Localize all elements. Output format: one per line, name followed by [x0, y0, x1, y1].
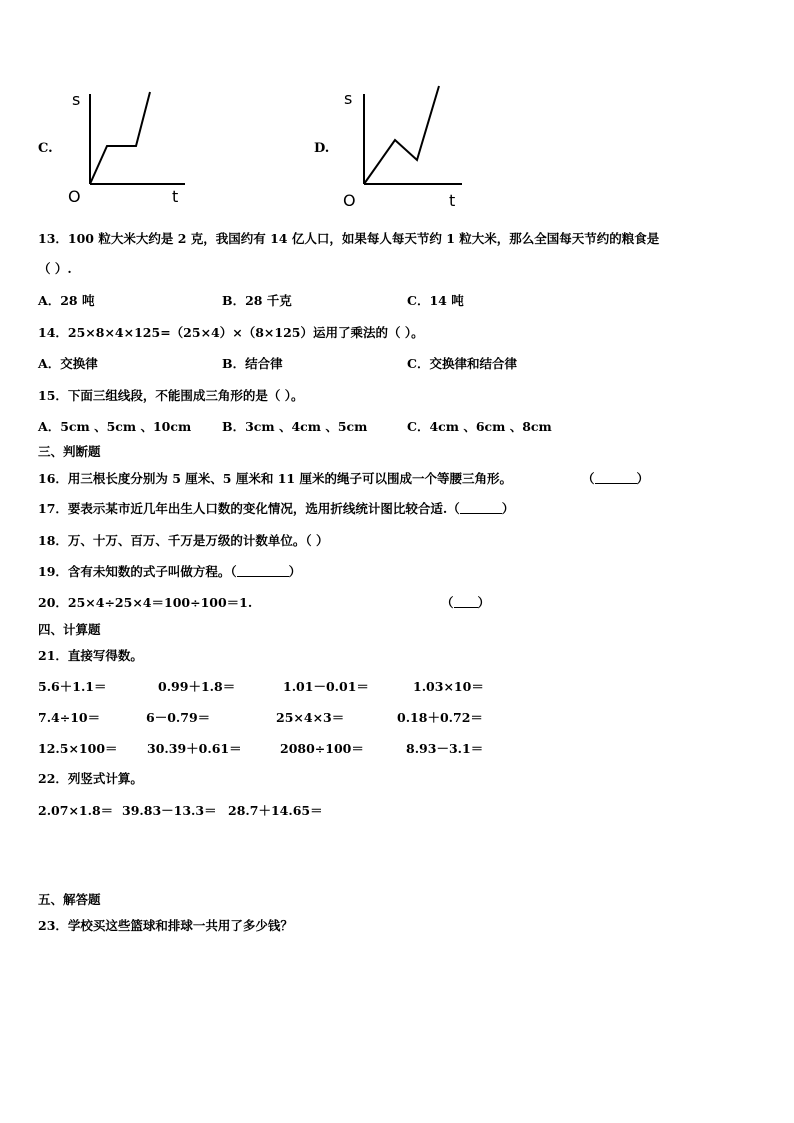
- calc-item: 0.99＋1.8＝: [158, 679, 236, 694]
- calc-item: 30.39＋0.61＝: [147, 741, 242, 756]
- question-13-text: 13．100 粒大米大约是 2 克，我国约有 14 亿人口，如果每人每天节约 1 粒大米，那么全国每天节约的粮食是: [38, 231, 660, 246]
- calc-item: 7.4÷10＝: [38, 710, 101, 725]
- question-19-answer-blank[interactable]: [38, 562, 301, 580]
- question-13-option-c: C．14 吨: [407, 293, 464, 308]
- question-17-answer-blank[interactable]: [38, 499, 514, 517]
- question-18-text: 18．万、十万、百万、千万是万级的计数单位。（ ）: [38, 533, 329, 548]
- calc-item: 2080÷100＝: [280, 741, 364, 756]
- question-13-option-a: A．28 吨: [38, 293, 95, 308]
- question-13-paren: （ ）.: [38, 261, 72, 276]
- section-4-heading: 四、计算题: [38, 622, 101, 637]
- question-15-option-b: B．3cm 、4cm 、5cm: [222, 419, 368, 434]
- question-17-underline: [460, 501, 502, 514]
- calc-item: 8.93－3.1＝: [406, 741, 484, 756]
- option-c-label: C.: [38, 141, 53, 156]
- calc-item: 12.5×100＝: [38, 741, 118, 756]
- question-16-answer-blank[interactable]: [582, 469, 649, 487]
- question-14-option-c: C．交换律和结合律: [407, 356, 517, 371]
- question-15-text: 15．下面三组线段，不能围成三角形的是（ ）。: [38, 388, 304, 403]
- graph-c: [60, 84, 190, 209]
- question-14-option-a: A．交换律: [38, 356, 98, 371]
- question-16-close-paren: ）: [636, 471, 650, 486]
- question-20-open-paren: （: [441, 595, 454, 610]
- question-20-underline: [454, 595, 478, 608]
- calc-item: 1.01－0.01＝: [283, 679, 369, 694]
- calc-item: 5.6＋1.1＝: [38, 679, 107, 694]
- question-17-close-paren: ）: [501, 501, 515, 516]
- calc-item: 0.18＋0.72＝: [397, 710, 483, 725]
- option-d-label: D.: [314, 141, 330, 156]
- calc-item: 6－0.79＝: [146, 710, 211, 725]
- graph-d-t-label: t: [449, 191, 456, 209]
- question-14-option-b: B．结合律: [222, 356, 283, 371]
- question-20-answer-blank[interactable]: [441, 593, 490, 611]
- question-19-underline: [237, 564, 289, 577]
- vertical-calc-item: 39.83－13.3＝: [122, 803, 217, 818]
- question-19-close-paren: ）: [288, 564, 302, 579]
- vertical-calc-item: 2.07×1.8＝: [38, 803, 114, 818]
- question-16-text: 16．用三根长度分别为 5 厘米、5 厘米和 11 厘米的绳子可以围成一个等腰三角形。: [38, 471, 512, 486]
- question-17-text: 17．要表示某市近几年出生人口数的变化情况，选用折线统计图比较合适.（: [38, 501, 460, 516]
- question-20-close-paren: ）: [477, 595, 491, 610]
- question-15-option-c: C．4cm 、6cm 、8cm: [407, 419, 552, 434]
- graph-d: [337, 84, 467, 209]
- question-14-text: 14．25×8×4×125=（25×4）×（8×125）运用了乘法的（ ）。: [38, 325, 424, 340]
- question-16-open-paren: （: [582, 471, 595, 486]
- calc-item: 1.03×10＝: [413, 679, 484, 694]
- graph-c-s-label: s: [72, 90, 81, 109]
- graph-d-origin-label: O: [343, 191, 356, 209]
- question-19-text: 19．含有未知数的式子叫做方程。（: [38, 564, 237, 579]
- question-16-underline: [595, 471, 637, 484]
- question-15-option-a: A．5cm 、5cm 、10cm: [38, 419, 192, 434]
- question-20-text: 20．25×4÷25×4＝100÷100＝1.: [38, 595, 253, 610]
- question-21-text: 21．直接写得数。: [38, 648, 143, 663]
- calc-item: 25×4×3＝: [276, 710, 345, 725]
- vertical-calc-item: 28.7＋14.65＝: [228, 803, 323, 818]
- graph-c-t-label: t: [172, 187, 179, 206]
- graph-c-origin-label: O: [68, 187, 81, 206]
- graph-d-s-label: s: [344, 89, 353, 108]
- question-23-text: 23．学校买这些篮球和排球一共用了多少钱？: [38, 918, 293, 933]
- section-3-heading: 三、判断题: [38, 444, 101, 459]
- question-22-text: 22．列竖式计算。: [38, 771, 143, 786]
- section-5-heading: 五、解答题: [38, 892, 101, 907]
- question-13-option-b: B．28 千克: [222, 293, 292, 308]
